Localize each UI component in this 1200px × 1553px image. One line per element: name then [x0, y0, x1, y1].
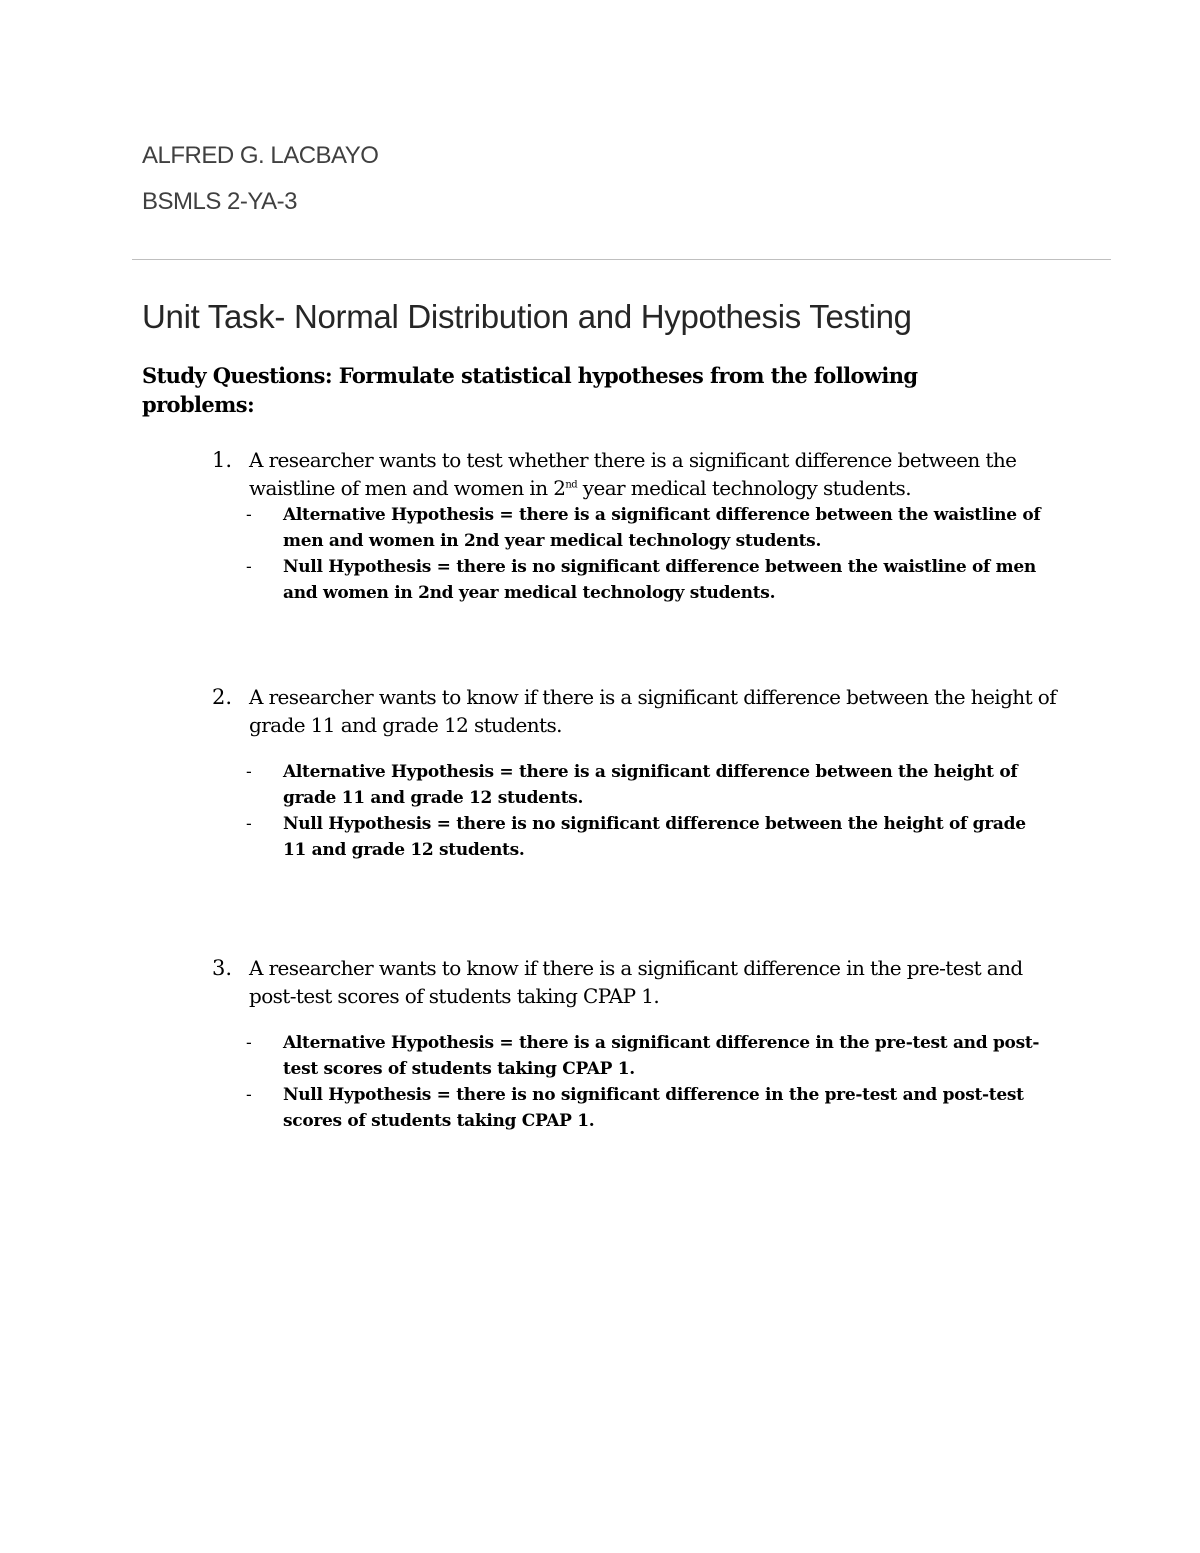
question-item — [212, 446, 1072, 606]
alternative-hypothesis-text: Alternative Hypothesis = there is a significant difference between the height of grade 11 and grade 12 students. — [283, 762, 1018, 808]
question-number: 2. — [212, 685, 233, 709]
title-divider — [132, 259, 1111, 260]
bullet-dash: - — [246, 762, 252, 782]
question-item — [212, 954, 1072, 1134]
alternative-hypothesis-text: Alternative Hypothesis = there is a significant difference in the pre-test and post-test scores of students taking CPAP 1. — [283, 1033, 1040, 1079]
ordinal-suffix: nd — [565, 479, 578, 491]
null-hypothesis-text: Null Hypothesis = there is no significant difference between the height of grade 11 and grade 12 students. — [283, 814, 1026, 860]
bullet-dash: - — [246, 505, 252, 525]
null-hypothesis — [246, 554, 1049, 606]
null-hypothesis — [246, 1082, 1049, 1134]
question-item — [212, 683, 1072, 863]
question-number: 3. — [212, 956, 233, 980]
section-code: BSMLS 2-YA-3 — [142, 188, 297, 215]
bullet-dash: - — [246, 557, 252, 577]
alternative-hypothesis — [246, 1030, 1049, 1082]
study-questions-heading: Study Questions: Formulate statistical hypotheses from the following problems: — [142, 363, 918, 417]
bullet-dash: - — [246, 814, 252, 834]
question-text-part: A researcher wants to test whether there is a significant difference between the waistline of men and women in 2 — [249, 448, 1017, 500]
question-number: 1. — [212, 448, 233, 472]
question-text — [249, 446, 1069, 502]
alternative-hypothesis — [246, 759, 1049, 811]
null-hypothesis-text: Null Hypothesis = there is no significant difference in the pre-test and post-test scores of students taking CPAP 1. — [283, 1085, 1024, 1131]
alternative-hypothesis-text: Alternative Hypothesis = there is a significant difference between the waistline of men and women in 2nd year medical technology students. — [283, 505, 1041, 551]
question-text: A researcher wants to know if there is a significant difference between the height of grade 11 and grade 12 students. — [249, 685, 1057, 737]
author-name: ALFRED G. LACBAYO — [142, 142, 379, 169]
alternative-hypothesis — [246, 502, 1049, 554]
bullet-dash: - — [246, 1033, 252, 1053]
question-text: A researcher wants to know if there is a significant difference in the pre-test and post-test scores of students taking CPAP 1. — [249, 956, 1023, 1008]
document-title: Unit Task- Normal Distribution and Hypothesis Testing — [142, 298, 912, 335]
null-hypothesis — [246, 811, 1049, 863]
null-hypothesis-text: Null Hypothesis = there is no significant difference between the waistline of men and women in 2nd year medical technology students. — [283, 557, 1036, 603]
question-text-part: year medical technology students. — [577, 476, 911, 500]
bullet-dash: - — [246, 1085, 252, 1105]
